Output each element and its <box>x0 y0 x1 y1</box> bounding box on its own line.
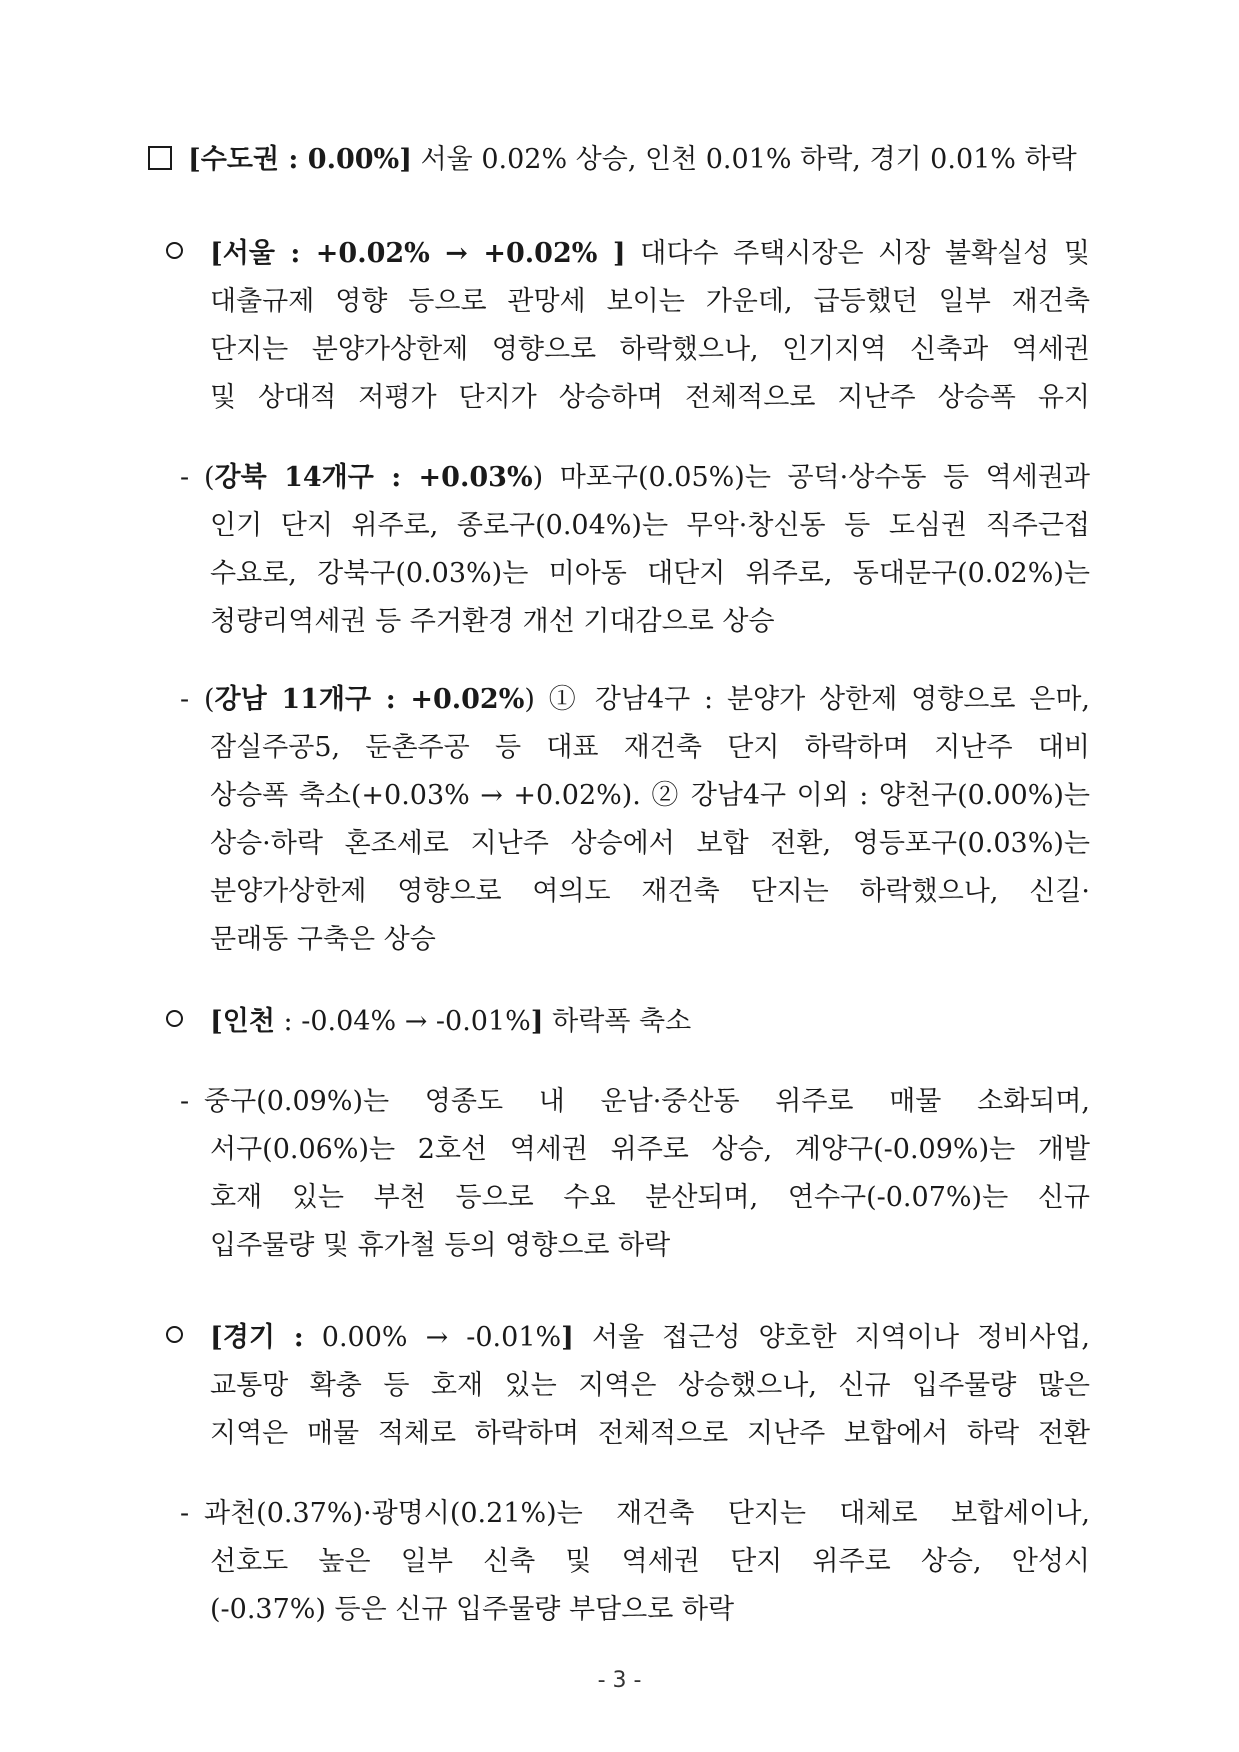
checkbox-icon <box>148 146 172 170</box>
circle-bullet-icon <box>166 1010 183 1027</box>
incheon-line-4: 입주물량 및 휴가철 등의 영향으로 하락 <box>210 1230 671 1261</box>
gyeonggi-detail-line-1: 과천(0.37%)·광명시(0.21%)는 재건축 단지는 대체로 보합세이나, <box>204 1498 1090 1529</box>
seoul-line-4: 및 상대적 저평가 단지가 상승하며 전체적으로 지난주 상승폭 유지 <box>210 382 1090 413</box>
seoul-line-1: [서울 : +0.02% → +0.02% ] 대다수 주택시장은 시장 불확실성 및 <box>210 238 1090 269</box>
seoul-line-2: 대출규제 영향 등으로 관망세 보이는 가운데, 급등했던 일부 재건축 <box>210 286 1090 317</box>
circle-bullet-icon <box>166 242 183 259</box>
page-number: - 3 - <box>597 1668 642 1693</box>
gangnam-line-1: (강남 11개구 : +0.02%) ① 강남4구 : 분양가 상한제 영향으로 은마, <box>204 684 1090 715</box>
incheon-line-3: 호재 있는 부천 등으로 수요 분산되며, 연수구(-0.07%)는 신규 <box>210 1182 1090 1213</box>
gangbuk-line-3: 수요로, 강북구(0.03%)는 미아동 대단지 위주로, 동대문구(0.02%)는 <box>210 558 1090 589</box>
gangbuk-line-2: 인기 단지 위주로, 종로구(0.04%)는 무악·창신동 등 도심권 직주근접 <box>210 510 1090 541</box>
gangbuk-label: 강북 14개구 : +0.03% <box>214 462 533 493</box>
gangnam-line-2: 잠실주공5, 둔촌주공 등 대표 재건축 단지 하락하며 지난주 대비 <box>210 732 1090 763</box>
incheon-header: [인천 : -0.04% → -0.01%] 하락폭 축소 <box>210 1006 692 1037</box>
gangnam-line-3: 상승폭 축소(+0.03% → +0.02%). ② 강남4구 이외 : 양천구(0.00%)는 <box>210 780 1090 811</box>
gyeonggi-line-1: [경기 : 0.00% → -0.01%] 서울 접근성 양호한 지역이나 정비사업, <box>210 1322 1090 1353</box>
gangnam-line-5: 분양가상한제 영향으로 여의도 재건축 단지는 하락했으나, 신길· <box>210 876 1090 907</box>
incheon-summary: 하락폭 축소 <box>552 1006 692 1037</box>
gyeonggi-detail-line-3: (-0.37%) 등은 신규 입주물량 부담으로 하락 <box>210 1594 735 1625</box>
incheon-line-2: 서구(0.06%)는 2호선 역세권 위주로 상승, 계양구(-0.09%)는 개발 <box>210 1134 1090 1165</box>
incheon-bullet <box>166 1004 183 1040</box>
gangnam-line-6: 문래동 구축은 상승 <box>210 924 436 955</box>
seoul-bullet <box>166 236 183 272</box>
gangbuk-line-4: 청량리역세권 등 주거환경 개선 기대감으로 상승 <box>210 606 775 637</box>
incheon-dash: - <box>180 1086 190 1117</box>
gyeonggi-line-2: 교통망 확충 등 호재 있는 지역은 상승했으나, 신규 입주물량 많은 <box>210 1370 1090 1401</box>
section-header <box>148 142 1077 178</box>
gangnam-line-4: 상승·하락 혼조세로 지난주 상승에서 보합 전환, 영등포구(0.03%)는 <box>210 828 1090 859</box>
gyeonggi-bullet <box>166 1320 183 1356</box>
gyeonggi-line-3: 지역은 매물 적체로 하락하며 전체적으로 지난주 보합에서 하락 전환 <box>210 1418 1090 1449</box>
gangbuk-line-1: (강북 14개구 : +0.03%) 마포구(0.05%)는 공덕·상수동 등 역세권과 <box>204 462 1090 493</box>
circle-bullet-icon <box>166 1326 183 1343</box>
gangnam-label: 강남 11개구 : +0.02% <box>214 684 525 715</box>
seoul-line-3: 단지는 분양가상한제 영향으로 하락했으나, 인기지역 신축과 역세권 <box>210 334 1090 365</box>
seoul-label: [서울 : +0.02% → +0.02% ] <box>210 238 626 269</box>
gangnam-dash: - <box>180 684 190 715</box>
header-label: [수도권 : 0.00%] <box>188 144 412 175</box>
gyeonggi-detail-line-2: 선호도 높은 일부 신축 및 역세권 단지 위주로 상승, 안성시 <box>210 1546 1090 1577</box>
gyeonggi-dash: - <box>180 1498 190 1529</box>
incheon-line-1: 중구(0.09%)는 영종도 내 운남·중산동 위주로 매물 소화되며, <box>204 1086 1090 1117</box>
header-text: 서울 0.02% 상승, 인천 0.01% 하락, 경기 0.01% 하락 <box>420 144 1077 175</box>
gangbuk-dash: - <box>180 462 190 493</box>
